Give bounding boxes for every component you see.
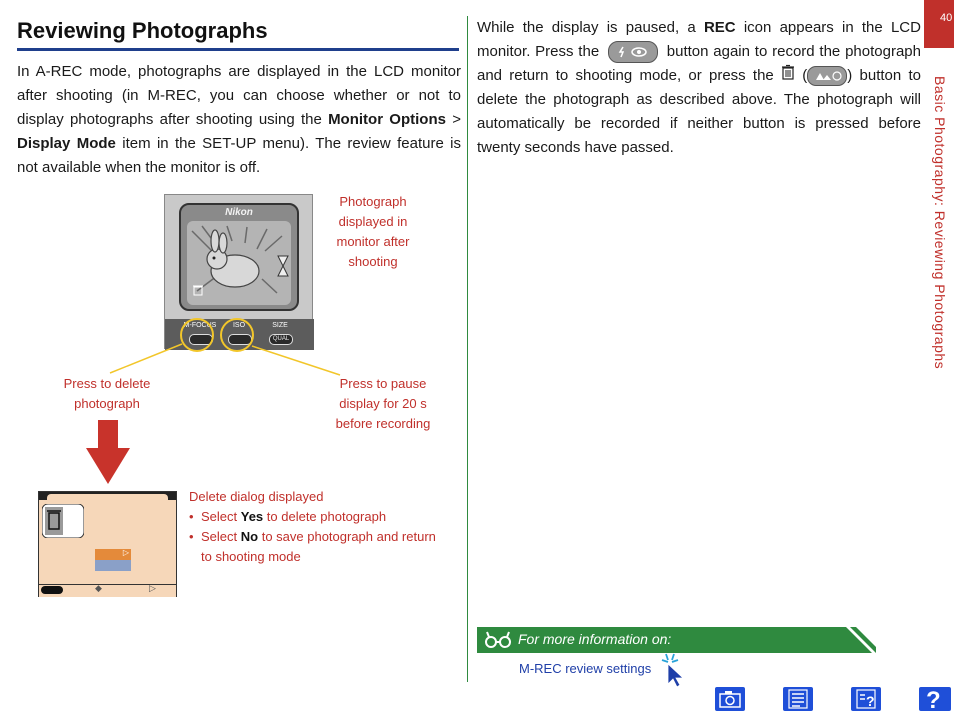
trash-icon	[42, 504, 84, 543]
dialog-no-option[interactable]	[95, 560, 131, 571]
section-label: Basic Photography: Reviewing Photographs	[932, 76, 948, 370]
more-info-bar-end	[836, 627, 876, 653]
pause-paragraph: While the display is paused, a REC icon appears in the LCD monitor. Press the button again to record the photograph and return to shooting mode, or press the ( ) button to delete the photograph as described above. The photograph will automatically be recorded if neither button is pressed before twenty seconds have passed.	[477, 19, 921, 157]
more-info-label: For more information on:	[518, 631, 672, 647]
size-label: SIZE	[272, 322, 288, 329]
camera-brand: Nikon	[225, 207, 253, 218]
dialog-caption: Delete dialog displayed	[189, 489, 324, 504]
svg-text:?: ?	[926, 687, 941, 711]
svg-text:?: ?	[866, 693, 875, 709]
dialog-instructions	[189, 487, 449, 567]
qual-button[interactable]: QUAL	[269, 334, 293, 345]
arrow-down-icon	[86, 420, 130, 484]
delete-callout-line	[110, 344, 182, 373]
camera-icon[interactable]	[715, 687, 745, 711]
photo-displayed-caption: Photograph displayed in monitor after shooting	[336, 194, 410, 269]
dialog-top-bar	[39, 492, 176, 500]
press-delete-caption: Press to delete photograph	[63, 376, 151, 411]
intro-paragraph: In A-REC mode, photographs are displayed in the LCD monitor after shooting (in M-REC, you can choose whether or not to display photographs after shooting using the Monitor Options > Display Mode item in the SET-UP menu). The review feature is not available when the monitor is off.	[17, 63, 462, 176]
contents-icon[interactable]	[783, 687, 813, 711]
shutter-oval-icon	[41, 586, 63, 594]
dialog-bottom-bar	[39, 584, 176, 597]
iso-label: ISO	[232, 322, 246, 329]
glasses-icon	[483, 630, 513, 650]
yes-bullet: • Select Yes to delete photograph	[189, 507, 449, 527]
dialog-yes-option[interactable]	[95, 549, 131, 560]
more-info-bar	[477, 627, 837, 653]
page-number: 40	[940, 12, 953, 24]
question-icon[interactable]	[919, 687, 951, 711]
pointer-cursor-icon	[660, 652, 690, 688]
delete-dialog-figure	[38, 491, 177, 597]
diamond-icon: ◆	[95, 583, 102, 593]
help-icon[interactable]	[851, 687, 881, 711]
no-bullet: • Select No to save photograph and return to shooting mode	[189, 527, 449, 567]
pause-callout-line	[252, 346, 340, 375]
mfocus-label: M-FOCUS	[183, 322, 217, 329]
mrec-review-settings-link[interactable]: M-REC review settings	[519, 661, 652, 676]
right-triangle-icon: ▷	[122, 548, 129, 557]
press-pause-caption: Press to pause display for 20 s before recording	[335, 376, 431, 431]
page-title: Reviewing Photographs	[17, 18, 268, 43]
right-triangle-icon: ▷	[149, 583, 156, 593]
